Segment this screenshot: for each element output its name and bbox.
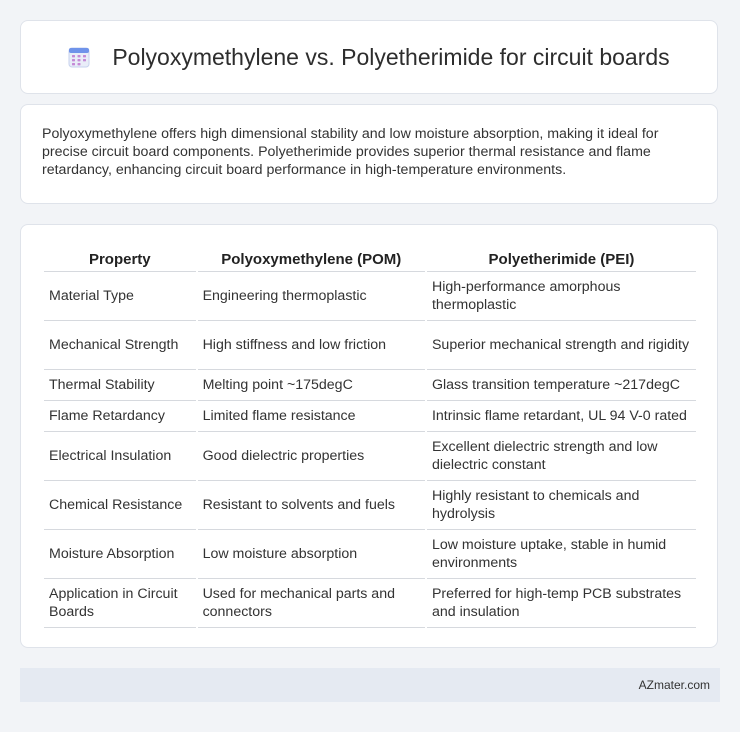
pom-cell: Limited flame resistance	[198, 401, 425, 432]
pei-cell: Superior mechanical strength and rigidity	[427, 321, 696, 370]
pei-cell: Excellent dielectric strength and low dielectric constant	[427, 432, 696, 481]
pei-cell: Highly resistant to chemicals and hydrolysis	[427, 481, 696, 530]
header-property: Property	[44, 245, 196, 272]
property-cell: Flame Retardancy	[44, 401, 196, 432]
pei-cell: Glass transition temperature ~217degC	[427, 370, 696, 401]
property-cell: Chemical Resistance	[44, 481, 196, 530]
pom-cell: High stiffness and low friction	[198, 321, 425, 370]
table-row	[44, 272, 696, 321]
pom-cell: Good dielectric properties	[198, 432, 425, 481]
table-row	[44, 432, 696, 481]
table-row	[44, 579, 696, 628]
property-cell: Mechanical Strength	[44, 321, 196, 370]
footer-bar	[20, 668, 720, 702]
table-row	[44, 530, 696, 579]
table-row	[44, 481, 696, 530]
header-pei: Polyetherimide (PEI)	[427, 245, 696, 272]
table-row	[44, 401, 696, 432]
table-row	[44, 370, 696, 401]
footer-site-link[interactable]: AZmater.com	[638, 678, 710, 692]
header-card	[20, 20, 718, 94]
pei-cell: Preferred for high-temp PCB substrates and insulation	[427, 579, 696, 628]
table-row	[44, 321, 696, 370]
pom-cell: Melting point ~175degC	[198, 370, 425, 401]
pei-cell: Low moisture uptake, stable in humid environments	[427, 530, 696, 579]
intro-card	[20, 104, 718, 204]
calendar-icon	[68, 46, 90, 68]
pom-cell: Low moisture absorption	[198, 530, 425, 579]
property-cell: Material Type	[44, 272, 196, 321]
pom-cell: Used for mechanical parts and connectors	[198, 579, 425, 628]
comparison-table	[42, 245, 698, 628]
pei-cell: Intrinsic flame retardant, UL 94 V-0 rated	[427, 401, 696, 432]
table-header-row	[44, 245, 696, 272]
pei-cell: High-performance amorphous thermoplastic	[427, 272, 696, 321]
header-pom: Polyoxymethylene (POM)	[198, 245, 425, 272]
pom-cell: Resistant to solvents and fuels	[198, 481, 425, 530]
property-cell: Electrical Insulation	[44, 432, 196, 481]
property-cell: Moisture Absorption	[44, 530, 196, 579]
property-cell: Application in Circuit Boards	[44, 579, 196, 628]
intro-paragraph: Polyoxymethylene offers high dimensional stability and low moisture absorption, making it ideal for precise circuit board components. Polyetherimide provides superior thermal resistance and flame retardancy, enhancing circuit board performance in high-temperature environments.	[42, 126, 659, 178]
pom-cell: Engineering thermoplastic	[198, 272, 425, 321]
comparison-card	[20, 224, 718, 648]
property-cell: Thermal Stability	[44, 370, 196, 401]
page-title: Polyoxymethylene vs. Polyetherimide for circuit boards	[112, 43, 670, 70]
